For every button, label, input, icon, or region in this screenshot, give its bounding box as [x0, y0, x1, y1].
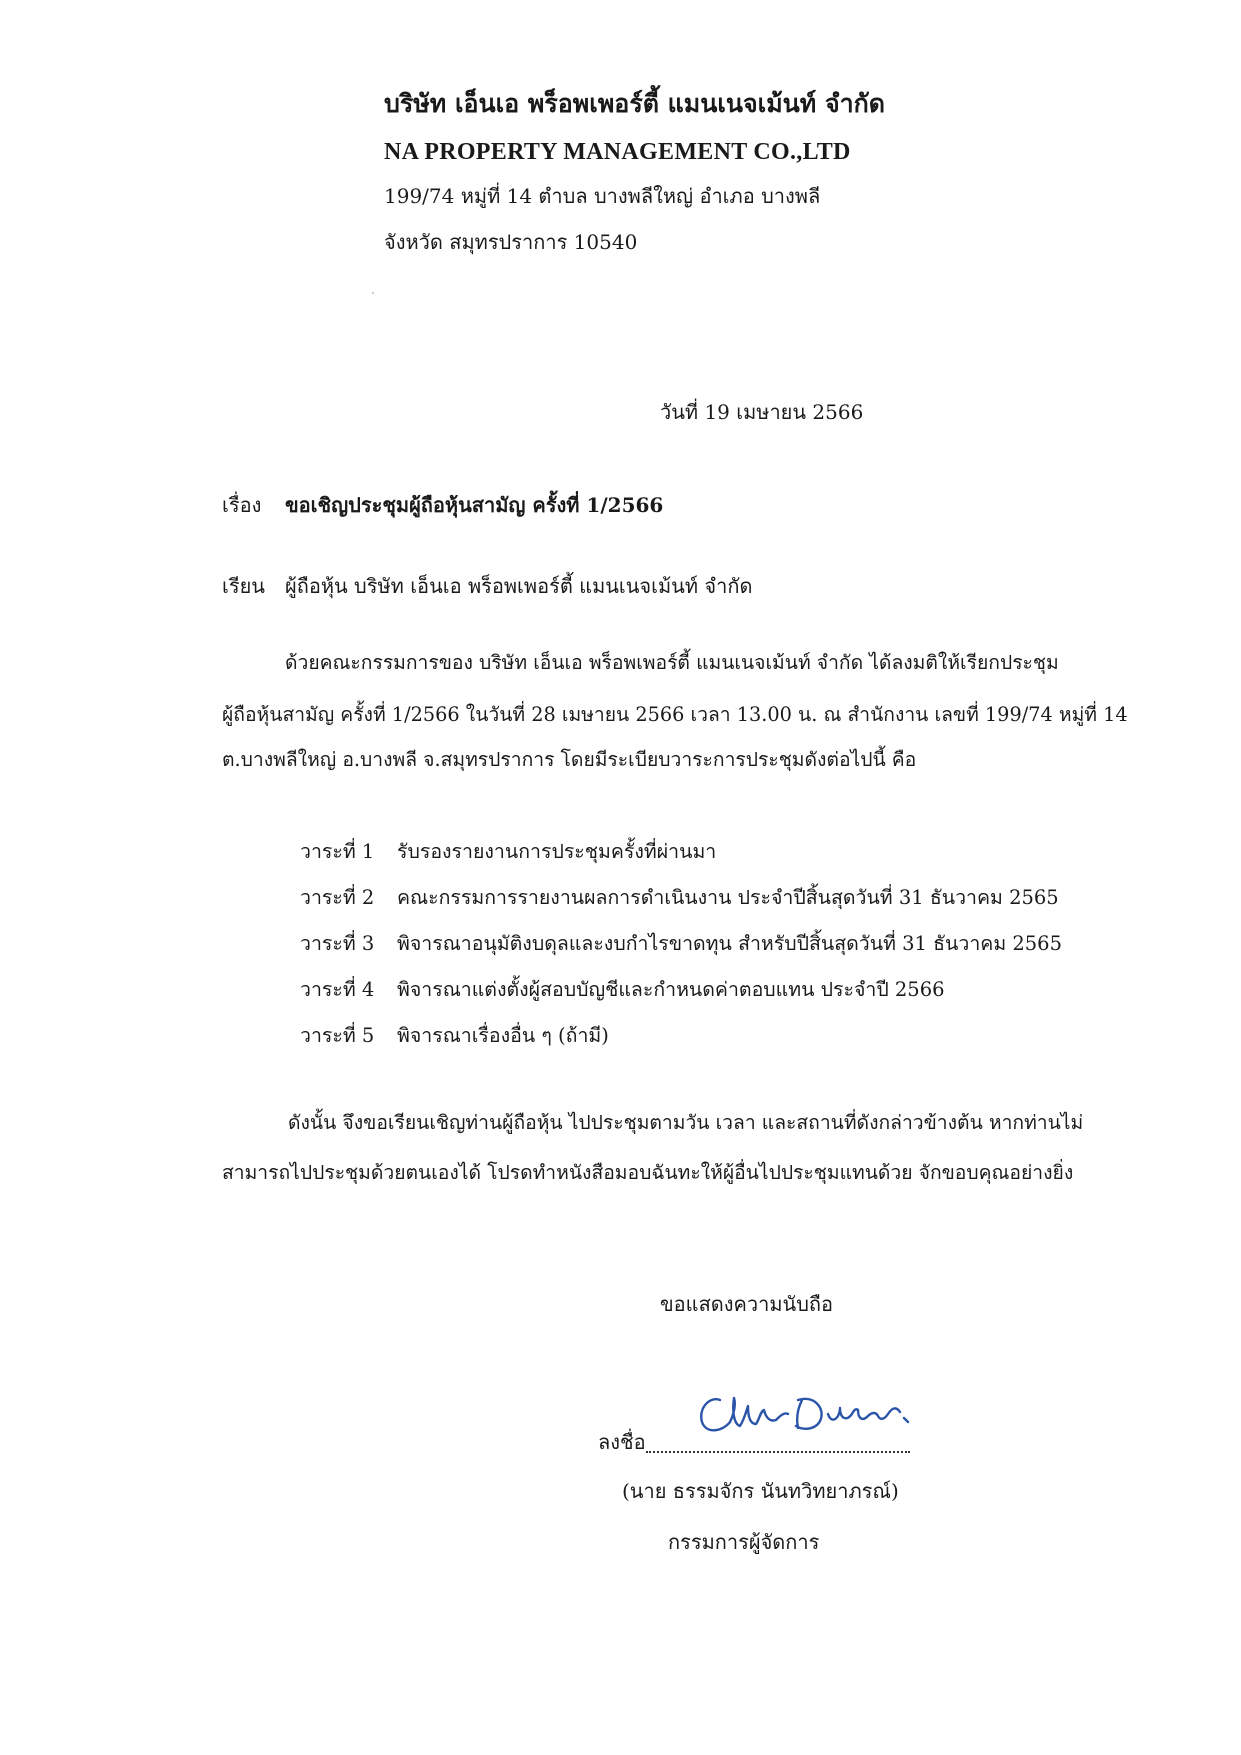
handwritten-signature [690, 1378, 920, 1448]
agenda-item-5-label: วาระที่ 5 [300, 1024, 375, 1047]
agenda-item-4-text: พิจารณาแต่งตั้งผู้สอบบัญชีและกำหนดค่าตอบแทน ประจำปี 2566 [397, 978, 945, 1001]
subject-text: ขอเชิญประชุมผู้ถือหุ้นสามัญ ครั้งที่ 1/2566 [285, 493, 664, 517]
regards-text: ขอแสดงความนับถือ [660, 1292, 834, 1316]
agenda-item-5-text: พิจารณาเรื่องอื่น ๆ (ถ้ามี) [397, 1024, 609, 1047]
body-line-2: ผู้ถือหุ้นสามัญ ครั้งที่ 1/2566 ในวันที่ 28 เมษายน 2566 เวลา 13.00 น. ณ สำนักงาน เลขที่ 199/74 หมู่ที่ 14 [222, 703, 1128, 726]
company-name-thai: บริษัท เอ็นเอ พร็อพเพอร์ตี้ แมนเนจเม้นท์ จำกัด [384, 89, 886, 118]
closing-line-1: ดังนั้น จึงขอเรียนเชิญท่านผู้ถือหุ้น ไปประชุมตามวัน เวลา และสถานที่ดังกล่าวข้างต้น หากท่านไม่ [288, 1111, 1084, 1134]
recipient-text: ผู้ถือหุ้น บริษัท เอ็นเอ พร็อพเพอร์ตี้ แมนเนจเม้นท์ จำกัด [285, 574, 753, 598]
body-line-1: ด้วยคณะกรรมการของ บริษัท เอ็นเอ พร็อพเพอร์ตี้ แมนเนจเม้นท์ จำกัด ได้ลงมติให้เรียกประชุม [285, 651, 1059, 674]
recipient-label: เรียน [222, 574, 265, 598]
agenda-item-2-label: วาระที่ 2 [300, 886, 375, 909]
company-address-line1: 199/74 หมู่ที่ 14 ตำบล บางพลีใหญ่ อำเภอ บางพลี [384, 184, 821, 208]
signer-name: (นาย ธรรมจักร นันทวิทยาภรณ์) [622, 1479, 899, 1503]
sign-label: ลงชื่อ [598, 1430, 646, 1454]
signature-dotted-line [646, 1451, 910, 1453]
agenda-item-2-text: คณะกรรมการรายงานผลการดำเนินงาน ประจำปีสิ้นสุดวันที่ 31 ธันวาคม 2565 [397, 886, 1059, 909]
company-name-english: NA PROPERTY MANAGEMENT CO.,LTD [384, 139, 851, 165]
letter-date: วันที่ 19 เมษายน 2566 [660, 400, 864, 424]
signer-position: กรรมการผู้จัดการ [668, 1530, 820, 1554]
agenda-item-3-label: วาระที่ 3 [300, 932, 375, 955]
body-line-3: ต.บางพลีใหญ่ อ.บางพลี จ.สมุทรปราการ โดยมีระเบียบวาระการประชุมดังต่อไปนี้ คือ [222, 748, 917, 771]
agenda-item-1-text: รับรองรายงานการประชุมครั้งที่ผ่านมา [397, 840, 717, 863]
subject-label: เรื่อง [222, 493, 262, 517]
closing-line-2: สามารถไปประชุมด้วยตนเองได้ โปรดทำหนังสือมอบฉันทะให้ผู้อื่นไปประชุมแทนด้วย จักขอบคุณอย่างยิ่ง [222, 1161, 1074, 1184]
agenda-item-1-label: วาระที่ 1 [300, 840, 375, 863]
agenda-item-3-text: พิจารณาอนุมัติงบดุลและงบกำไรขาดทุน สำหรับปีสิ้นสุดวันที่ 31 ธันวาคม 2565 [397, 932, 1062, 955]
agenda-item-4-label: วาระที่ 4 [300, 978, 375, 1001]
company-address-line2: จังหวัด สมุทรปราการ 10540 [384, 230, 638, 254]
scan-speck [372, 292, 374, 294]
